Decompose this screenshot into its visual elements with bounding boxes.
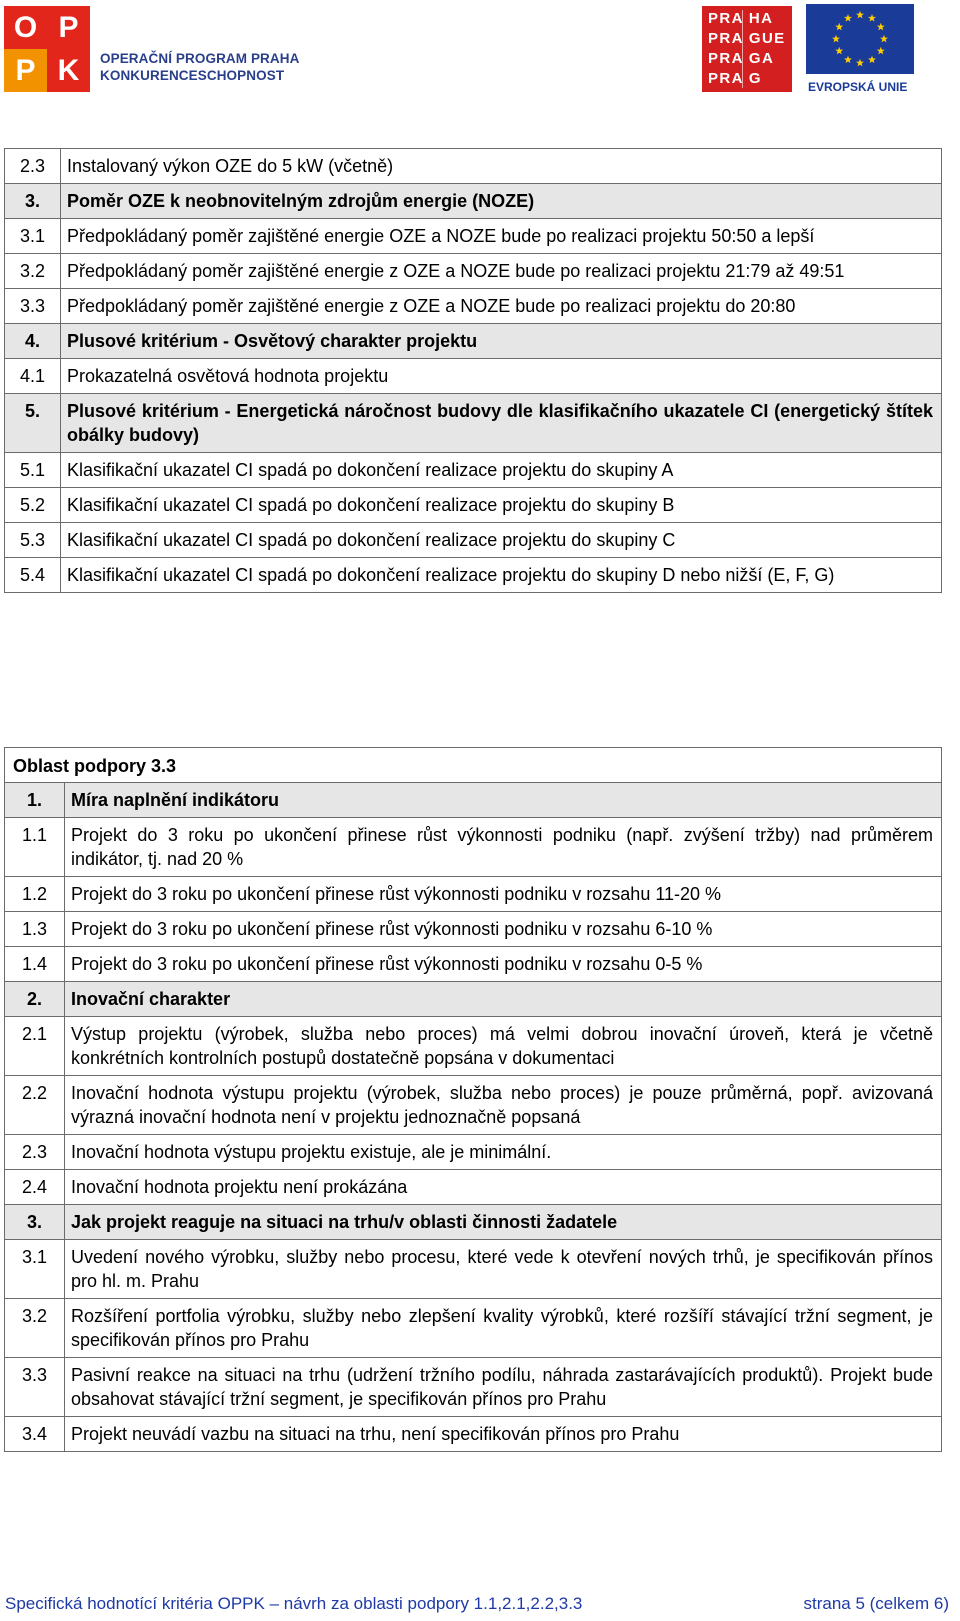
criterion-number: 5.2 [5,488,61,523]
criterion-section-title: Poměr OZE k neobnovitelným zdrojům energie (NOZE) [61,184,942,219]
criterion-description: Projekt do 3 roku po ukončení přinese růst výkonnosti podniku v rozsahu 6-10 % [65,912,942,947]
praha-logo [702,6,792,92]
criteria-item-row [5,947,942,982]
criteria-item-row [5,1240,942,1299]
eu-star-icon [880,35,888,43]
criterion-number: 5.4 [5,558,61,593]
criteria-section-row [5,783,942,818]
criteria-section-row [5,324,942,359]
criterion-description: Inovační hodnota výstupu projektu (výrobek, služba nebo proces) je pouze průměrná, popř. avizovaná výrazná inovační hodnota není v projektu jednoznačně popsaná [65,1076,942,1135]
criteria-item-row [5,453,942,488]
eu-label: EVROPSKÁ UNIE [808,80,908,94]
criterion-description: Pasivní reakce na situaci na trhu (udržení tržního podílu, náhrada zastarávajících produktů). Projekt bude obsahovat stávající tržní segment, je specifikován přínos pro Prahu [65,1358,942,1417]
criterion-number: 3.2 [5,254,61,289]
criteria-item-row [5,149,942,184]
eu-star-icon [844,14,852,22]
criterion-description: Prokazatelná osvětová hodnota projektu [61,359,942,394]
footer-document-title: Specifická hodnotící kritéria OPPK – návrh za oblasti podpory 1.1,2.1,2.2,3.3 [5,1594,583,1613]
eu-flag-icon [806,4,914,74]
criteria-item-row [5,254,942,289]
criterion-number: 4.1 [5,359,61,394]
eu-star-icon [832,35,840,43]
criterion-description: Rozšíření portfolia výrobku, služby nebo zlepšení kvality výrobků, které rozšíří stávající tržní segment, je specifikován přínos pro Prahu [65,1299,942,1358]
footer-page-number: strana 5 (celkem 6) [803,1594,949,1613]
criteria-item-row [5,219,942,254]
eu-star-icon [844,56,852,64]
support-area-row [5,748,942,783]
criteria-item-row [5,488,942,523]
criteria-item-row [5,1358,942,1417]
criteria-item-row [5,877,942,912]
criteria-item-row [5,1135,942,1170]
criterion-number: 1.4 [5,947,65,982]
criterion-description: Klasifikační ukazatel CI spadá po dokončení realizace projektu do skupiny B [61,488,942,523]
eu-logo [806,4,914,94]
eu-stars-icon [806,4,914,74]
criterion-description: Uvedení nového výrobku, služby nebo procesu, které vede k otevření nových trhů, je specifikován přínos pro hl. m. Prahu [65,1240,942,1299]
criteria-section-row [5,394,942,453]
criterion-section-title: Inovační charakter [65,982,942,1017]
criterion-number: 1.1 [5,818,65,877]
page-footer [5,1594,955,1618]
praha-logo-row: PRA GA [708,50,775,67]
criterion-section-title: Plusové kritérium - Osvětový charakter projektu [61,324,942,359]
eu-star-icon [856,11,864,19]
criterion-number: 4. [5,324,61,359]
criteria-item-row [5,359,942,394]
criteria-section-row [5,184,942,219]
oppk-letter-o: O [4,6,47,49]
criteria-item-row [5,558,942,593]
criteria-item-row [5,1299,942,1358]
criterion-description: Projekt do 3 roku po ukončení přinese růst výkonnosti podniku v rozsahu 0-5 % [65,947,942,982]
praha-logo-row: PRA GUE [708,30,786,47]
praha-logo-row: PRA G [708,70,762,87]
criterion-number: 3.4 [5,1417,65,1452]
criterion-number: 2.1 [5,1017,65,1076]
criterion-number: 2.3 [5,1135,65,1170]
criterion-description: Instalovaný výkon OZE do 5 kW (včetně) [61,149,942,184]
criteria-item-row [5,289,942,324]
criterion-number: 2.2 [5,1076,65,1135]
criterion-description: Výstup projektu (výrobek, služba nebo proces) má velmi dobrou inovační úroveň, která je včetně konkrétních kontrolních postupů dostatečně popsána v dokumentaci [65,1017,942,1076]
criterion-number: 3.3 [5,1358,65,1417]
criterion-description: Klasifikační ukazatel CI spadá po dokončení realizace projektu do skupiny D nebo nižší (E, F, G) [61,558,942,593]
criteria-item-row [5,523,942,558]
criteria-item-row [5,1076,942,1135]
oppk-letter-k: K [47,49,90,92]
oppk-letter-p2: P [4,49,47,92]
eu-star-icon [877,47,885,55]
oppk-program-title [100,50,299,84]
oppk-title-line2: KONKURENCESCHOPNOST [100,68,285,83]
criterion-section-title: Plusové kritérium - Energetická náročnost budovy dle klasifikačního ukazatele CI (energetický štítek obálky budovy) [61,394,942,453]
criterion-description: Předpokládaný poměr zajištěné energie z OZE a NOZE bude po realizaci projektu do 20:80 [61,289,942,324]
eu-star-icon [868,14,876,22]
criteria-table-2 [4,747,942,1452]
criterion-section-title: Míra naplnění indikátoru [65,783,942,818]
criteria-item-row [5,1170,942,1205]
praha-logo-row: PRA HA [708,10,774,27]
criterion-description: Projekt neuvádí vazbu na situaci na trhu, není specifikován přínos pro Prahu [65,1417,942,1452]
eu-star-icon [835,47,843,55]
criterion-number: 5. [5,394,61,453]
criterion-number: 3.3 [5,289,61,324]
criterion-number: 2.4 [5,1170,65,1205]
eu-star-icon [835,23,843,31]
criterion-number: 3.1 [5,1240,65,1299]
criterion-description: Klasifikační ukazatel CI spadá po dokončení realizace projektu do skupiny A [61,453,942,488]
oppk-title-line1: OPERAČNÍ PROGRAM PRAHA [100,51,300,66]
criterion-number: 1.3 [5,912,65,947]
criteria-table-1 [4,148,942,593]
criterion-number: 3. [5,184,61,219]
support-area-title: Oblast podpory 3.3 [5,748,942,783]
criterion-number: 1. [5,783,65,818]
criteria-item-row [5,1417,942,1452]
oppk-logo-mark [4,6,90,92]
oppk-logo [4,6,304,92]
criterion-number: 3. [5,1205,65,1240]
criterion-description: Předpokládaný poměr zajištěné energie OZE a NOZE bude po realizaci projektu 50:50 a lepší [61,219,942,254]
criteria-section-row [5,982,942,1017]
eu-star-icon [856,59,864,67]
criterion-description: Klasifikační ukazatel CI spadá po dokončení realizace projektu do skupiny C [61,523,942,558]
criteria-item-row [5,912,942,947]
criterion-number: 5.1 [5,453,61,488]
eu-star-icon [877,23,885,31]
criteria-item-row [5,818,942,877]
criterion-number: 1.2 [5,877,65,912]
criterion-description: Předpokládaný poměr zajištěné energie z OZE a NOZE bude po realizaci projektu 21:79 až 49:51 [61,254,942,289]
oppk-letter-p1: P [47,6,90,49]
criteria-item-row [5,1017,942,1076]
criteria-section-row [5,1205,942,1240]
criterion-number: 2. [5,982,65,1017]
criterion-number: 5.3 [5,523,61,558]
criterion-number: 2.3 [5,149,61,184]
criterion-number: 3.2 [5,1299,65,1358]
criterion-description: Projekt do 3 roku po ukončení přinese růst výkonnosti podniku (např. zvýšení tržby) nad průměrem indikátor, tj. nad 20 % [65,818,942,877]
criterion-section-title: Jak projekt reaguje na situaci na trhu/v oblasti činnosti žadatele [65,1205,942,1240]
eu-star-icon [868,56,876,64]
criterion-description: Projekt do 3 roku po ukončení přinese růst výkonnosti podniku v rozsahu 11-20 % [65,877,942,912]
criterion-number: 3.1 [5,219,61,254]
criterion-description: Inovační hodnota projektu není prokázána [65,1170,942,1205]
criterion-description: Inovační hodnota výstupu projektu existuje, ale je minimální. [65,1135,942,1170]
